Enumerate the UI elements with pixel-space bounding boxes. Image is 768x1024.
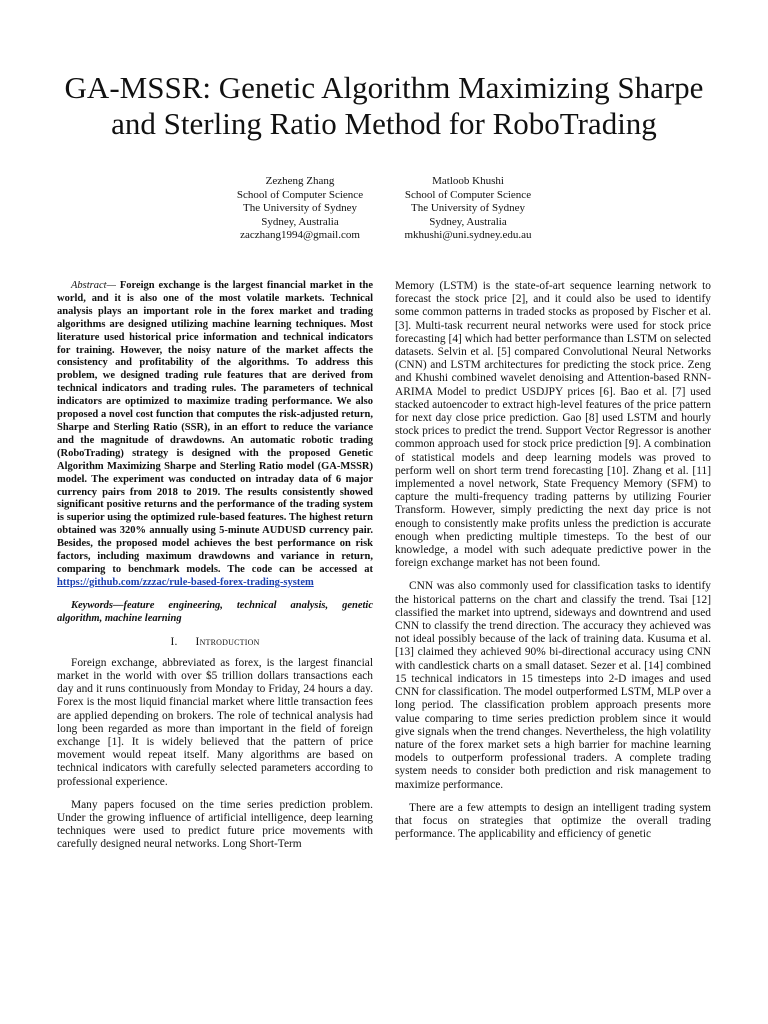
author-university: The University of Sydney (411, 202, 525, 214)
right-column (395, 280, 711, 851)
paragraph: There are a few attempts to design an intelligent trading system that focus on strategies that optimize the overall trading performance. The applicability and efficiency of genetic (395, 801, 711, 841)
section-number: I. (170, 635, 178, 648)
abstract-label: Abstract— (71, 280, 116, 291)
author-school: School of Computer Science (236, 188, 364, 201)
keywords-text: feature engineering, technical analysis, genetic algorithm, machine learning (57, 599, 373, 624)
paragraph: Many papers focused on the time series prediction problem. Under the growing influence of artificial intelligence, deep learning techniques were used to predict future price movements with carefully designed neural networks. Long Short-Term (57, 798, 373, 851)
section-heading (57, 636, 373, 649)
author-university: The University of Sydney (243, 202, 357, 214)
paper-title: GA-MSSR: Genetic Algorithm Maximizing Sharpe and Sterling Ratio Method for RoboTrading (64, 70, 704, 141)
author-email: mkhushi@uni.sydney.edu.au (404, 229, 532, 241)
author-location: Sydney, Australia (261, 215, 339, 228)
author-name: Zezheng Zhang (265, 175, 335, 187)
paragraph: CNN was also commonly used for classification tasks to identify the historical patterns on the chart and classify the trend. Tsai [12] classified the market into uptrend, sideways and downtrend and used CNN to classify the trend direction. The accuracy they achieved was not ideal possibly because of the lack of training data. Kusuma et al. [13] claimed they achieved 90% bi-directional accuracy using CNN with candlestick charts on a small dataset. Sezer et al. [14] combined 15 technical indicators in 15 timesteps into 2-D images and used CNN for classification. The model outperformed LSTM, MLP over a long period. The classification problem approach presents more value comparing to time series prediction problem since it would give signals when the trend changes. Nevertheless, the high volatility nature of the forex market sets a high barrier for machine learning models to outperform professional traders. A complete trading system needs to consider both prediction and risk management to maximize performance. (395, 580, 711, 791)
keywords (57, 600, 373, 626)
author-location: Sydney, Australia (429, 215, 507, 228)
paragraph: Foreign exchange, abbreviated as forex, is the largest financial market in the world with over $5 trillion dollars transactions each day and it runs continuously from Monday to Friday, 24 hours a day. Forex is the most liquid financial market where little transaction fees are applied depending on brokers. The role of technical analysis had long been regarded as more than important in the field of foreign exchange [1]. It is widely believed that the pattern of price movement would repeat itself. Many algorithms are based on technical indicators with carefully selected parameters according to professional experience. (57, 656, 373, 788)
author-school: School of Computer Science (404, 188, 532, 201)
paragraph: Memory (LSTM) is the state-of-art sequence learning network to forecast the stock price [2], and it could also be used to identify some common patterns in traded stocks as proposed by Fischer et al. [3]. Multi-task recurrent neural networks were used for stock price forecasting [4] which had better performance than LSTM on selected datasets. Selvin et al. [5] compared Convolutional Neural Networks (CNN) and LSTM architectures for predicting the stock price. Zeng and Khushi combined wavelet denoising and Attention-based RNN-ARIMA Model to predict USDJPY prices [6]. Bao et al. [7] used stacked autoencoder to extract high-level features of the price pattern for next day close price prediction. Gao [8] used LSTM and hourly stock prices to predict the trend. Support Vector Regressor is another common approach used for stock price prediction [9]. A combination of statistical models and deep learning models was proved to perform well on short term trend forecasting [10]. Zhang et al. [11] implemented a novel network, State Frequency Memory (SFM) to capture the multi-frequency trading patterns by utilizing Fourier Transform. However, simply predicting the next day price is not enough to consistently make profits unless the prediction is accurate enough when predicting multiple timesteps. To the best of our knowledge, a model with such adequate predictive power in the foreign exchange market has not been found. (395, 280, 711, 570)
section-title: Introduction (195, 635, 260, 648)
author-block-2 (368, 175, 568, 243)
abstract (57, 280, 373, 590)
author-name: Matloob Khushi (432, 175, 504, 187)
left-column (57, 280, 373, 862)
author-email: zaczhang1994@gmail.com (240, 229, 360, 241)
abstract-text: Foreign exchange is the largest financial market in the world, and it is also one of the most volatile markets. Technical analysis plays an important role in the forex market and trading algorithms are designed utilizing machine learning techniques. Most literature used historical price information and technical indicators for training. However, the noisy nature of the market affects the consistency and profitability of the algorithms. To address this problem, we designed trading rule features that are derived from technical indicators and trading rules. The parameters of technical indicators are optimized to maximize trading performance. We also proposed a novel cost function that computes the risk-adjusted return, Sharpe and Sterling Ratio (SSR), in an effort to reduce the variance and the magnitude of drawdowns. An automatic robotic trading (RoboTrading) strategy is designed with the proposed Genetic Algorithm Maximizing Sharpe and Sterling Ratio model (GA-MSSR) model. The experiment was conducted on intraday data of 6 major currency pairs from 2018 to 2019. The results consistently showed significant positive returns and the performance of the trading system is superior using the optimized rule-based features. The highest return obtained was 320% annually using 5-minute AUDUSD currency pair. Besides, the proposed model achieves the best performance on risk factors, including maximum drawdowns and variance in return, comparing to benchmark models. The code can be accessed at (57, 280, 374, 575)
code-link[interactable]: https://github.com/zzzac/rule-based-forex-trading-system (57, 576, 314, 588)
keywords-label: Keywords— (71, 599, 124, 611)
